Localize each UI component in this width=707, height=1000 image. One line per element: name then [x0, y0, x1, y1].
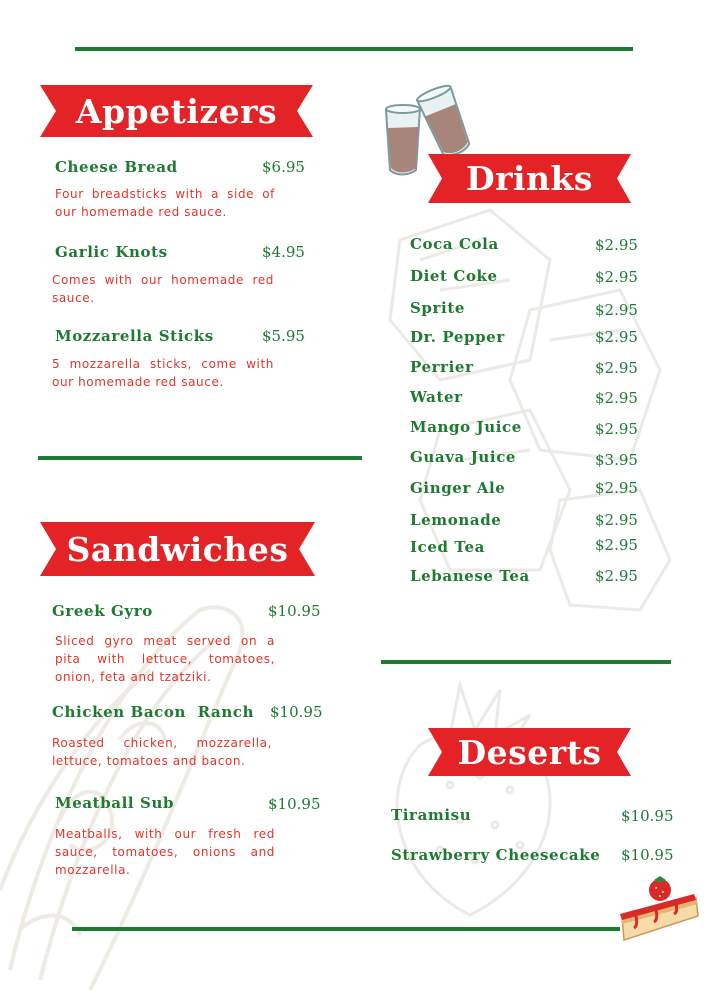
- appetizer-price: $5.95: [262, 327, 305, 345]
- appetizer-name: Garlic Knots: [55, 243, 168, 261]
- appetizers-title: Appetizers: [75, 91, 278, 131]
- appetizer-name: Cheese Bread: [55, 158, 178, 176]
- drink-name: Ginger Ale: [410, 479, 506, 497]
- drink-price: $2.95: [595, 511, 638, 529]
- sandwich-price: $10.95: [268, 602, 321, 620]
- drink-price: $2.95: [595, 301, 638, 319]
- sandwich-name: Greek Gyro: [52, 602, 153, 620]
- appetizer-price: $4.95: [262, 243, 305, 261]
- drink-price: $2.95: [595, 268, 638, 286]
- appetizer-description: Four breadsticks with a side of our homemade red sauce.: [55, 187, 275, 219]
- deserts-banner: [428, 728, 631, 776]
- drink-price: $2.95: [595, 328, 638, 346]
- sandwich-description: Sliced gyro meat served on a pita with lettuce, tomatoes, onion, feta and tzatziki.: [55, 634, 275, 684]
- appetizers-banner: [40, 85, 313, 137]
- desert-name: Tiramisu: [391, 806, 472, 824]
- deserts-title: Deserts: [457, 732, 602, 772]
- sandwich-name: Meatball Sub: [55, 794, 175, 812]
- appetizer-description: 5 mozzarella sticks, come with our homemade red sauce.: [52, 357, 274, 389]
- appetizer-description: Comes with our homemade red sauce.: [52, 273, 274, 305]
- appetizer-price: $6.95: [262, 158, 305, 176]
- drink-name: Perrier: [410, 358, 474, 376]
- sandwich-price: $10.95: [268, 795, 321, 813]
- top-divider: [75, 47, 633, 51]
- drink-name: Dr. Pepper: [410, 328, 505, 346]
- drink-name: Water: [410, 388, 463, 406]
- ice-cubes-decoration: [380, 200, 680, 620]
- drink-name: Diet Coke: [410, 267, 498, 285]
- desert-price: $10.95: [621, 846, 674, 864]
- drink-price: $2.95: [595, 420, 638, 438]
- sandwiches-title: Sandwiches: [66, 529, 289, 569]
- drink-price: $2.95: [595, 359, 638, 377]
- drink-price: $2.95: [595, 236, 638, 254]
- drink-name: Lebanese Tea: [410, 567, 530, 585]
- left-section-divider: [38, 456, 362, 460]
- drink-price: $3.95: [595, 451, 638, 469]
- right-section-divider: [381, 660, 671, 664]
- sandwiches-banner: [40, 522, 315, 576]
- drink-price: $2.95: [595, 389, 638, 407]
- drinks-banner: [428, 154, 631, 203]
- drink-price: $2.95: [595, 479, 638, 497]
- appetizer-name: Mozzarella Sticks: [55, 327, 214, 345]
- sandwich-description: Meatballs, with our fresh red sauce, tomatoes, onions and mozzarella.: [55, 827, 275, 877]
- strawberry-decoration: [380, 675, 580, 925]
- drink-name: Guava Juice: [410, 448, 517, 466]
- drink-price: $2.95: [595, 536, 638, 554]
- drink-name: Mango Juice: [410, 418, 522, 436]
- bottom-divider: [72, 927, 620, 931]
- sandwich-name: Chicken Bacon Ranch: [52, 703, 255, 721]
- sandwich-description: Roasted chicken, mozzarella, lettuce, tomatoes and bacon.: [52, 736, 272, 768]
- desert-price: $10.95: [621, 807, 674, 825]
- drink-price: $2.95: [595, 567, 638, 585]
- sandwich-price: $10.95: [270, 703, 323, 721]
- drinks-title: Drinks: [466, 159, 593, 198]
- drink-name: Sprite: [410, 299, 465, 317]
- desert-name: Strawberry Cheesecake: [391, 846, 601, 864]
- drink-name: Iced Tea: [410, 538, 485, 556]
- drink-name: Lemonade: [410, 511, 502, 529]
- cheesecake-icon: [616, 876, 704, 944]
- drink-name: Coca Cola: [410, 235, 499, 253]
